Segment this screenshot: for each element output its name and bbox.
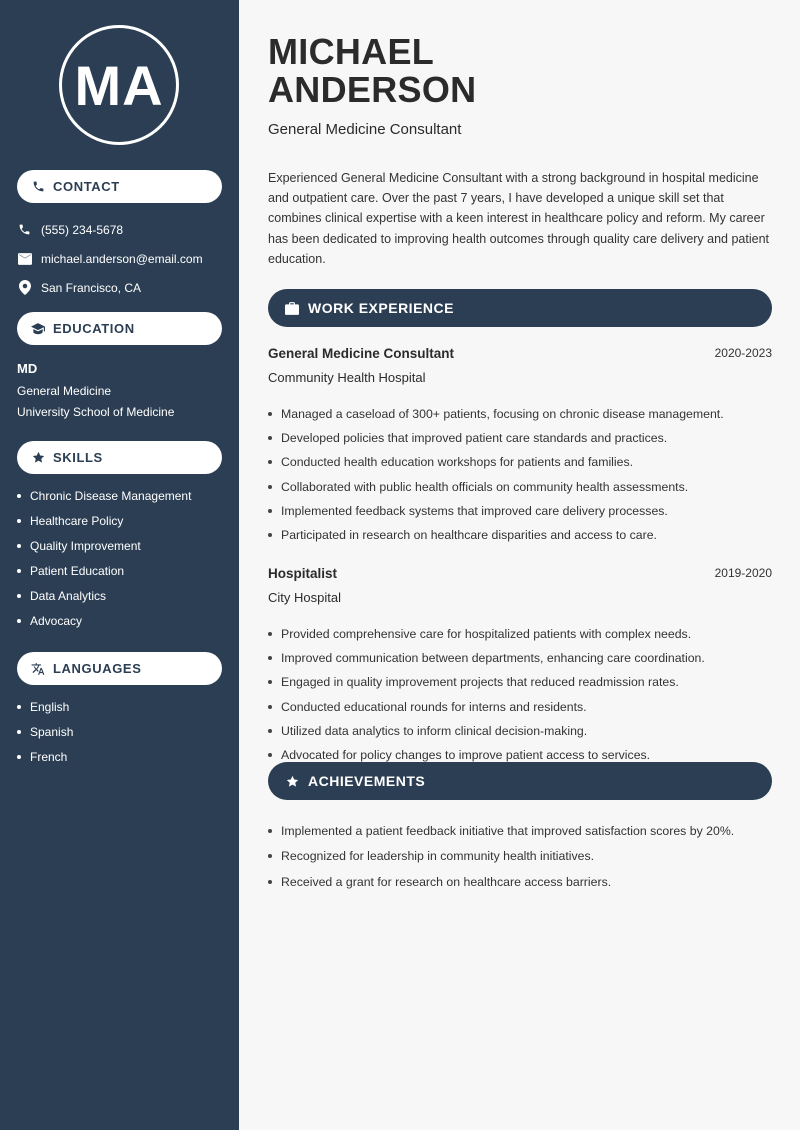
translate-icon xyxy=(31,662,45,676)
job-bullet: Provided comprehensive care for hospitalized patients with complex needs. xyxy=(268,622,772,646)
skill-item: Data Analytics xyxy=(17,583,191,608)
job-bullet: Managed a caseload of 300+ patients, focusing on chronic disease management. xyxy=(268,402,772,426)
skill-item: Quality Improvement xyxy=(17,533,191,558)
achievement-item: Recognized for leadership in community health initiatives. xyxy=(268,844,772,870)
job-title: Hospitalist xyxy=(268,566,338,581)
education-school: University School of Medicine xyxy=(17,405,175,419)
education-entry xyxy=(17,360,174,423)
name-line-last: ANDERSON xyxy=(268,69,477,110)
job-bullet: Conducted educational rounds for interns and residents. xyxy=(268,695,772,719)
job-bullets xyxy=(268,402,772,547)
job-bullet: Conducted health education workshops for patients and families. xyxy=(268,450,772,474)
contact-phone-text: (555) 234-5678 xyxy=(41,222,124,237)
job-entry xyxy=(268,346,772,547)
achievements-list xyxy=(268,818,772,895)
skills-heading-label: SKILLS xyxy=(53,450,103,465)
envelope-icon xyxy=(17,251,32,266)
languages-list xyxy=(17,694,73,769)
skills-heading xyxy=(17,441,222,474)
contact-location-text: San Francisco, CA xyxy=(41,280,142,295)
map-pin-icon xyxy=(17,280,32,295)
star-icon xyxy=(285,774,299,788)
job-title: General Medicine Consultant xyxy=(268,346,455,361)
star-icon xyxy=(31,451,45,465)
contact-phone xyxy=(17,215,203,244)
languages-heading xyxy=(17,652,222,685)
contact-heading xyxy=(17,170,222,203)
job-bullet: Developed policies that improved patient care standards and practices. xyxy=(268,426,772,450)
work-experience-heading xyxy=(268,289,772,327)
achievements-heading-label: ACHIEVEMENTS xyxy=(308,773,426,789)
contact-location xyxy=(17,273,203,302)
language-item: French xyxy=(17,744,73,769)
education-heading-label: EDUCATION xyxy=(53,321,135,336)
briefcase-icon xyxy=(285,301,299,315)
language-item: Spanish xyxy=(17,719,73,744)
achievement-item: Received a grant for research on healthcare access barriers. xyxy=(268,869,772,895)
job-entry xyxy=(268,566,772,767)
sidebar xyxy=(0,0,239,1130)
graduation-cap-icon xyxy=(31,322,45,336)
work-experience-heading-label: WORK EXPERIENCE xyxy=(308,300,454,316)
name-line-first: MICHAEL xyxy=(268,31,435,72)
job-bullet: Advocated for policy changes to improve patient access to services. xyxy=(268,743,772,767)
achievements-heading xyxy=(268,762,772,800)
education-heading xyxy=(17,312,222,345)
skill-item: Advocacy xyxy=(17,608,191,633)
contact-heading-label: CONTACT xyxy=(53,179,120,194)
phone-icon xyxy=(31,180,45,194)
candidate-name xyxy=(268,33,476,109)
contact-email-text[interactable]: michael.anderson@email.com xyxy=(41,251,203,266)
contact-email xyxy=(17,244,203,273)
profile-summary: Experienced General Medicine Consultant with a strong background in hospital medicine and outpatient care. Over the past 7 years, I have developed a unique skill set that combines clinical expertise with a keen interest in healthcare policy and reform. My career has been dedicated to improving health outcomes through quality care delivery and patient education. xyxy=(268,171,770,266)
job-bullet: Improved communication between departments, enhancing care coordination. xyxy=(268,646,772,670)
job-dates: 2020-2023 xyxy=(714,346,772,360)
job-bullet: Engaged in quality improvement projects that reduced readmission rates. xyxy=(268,670,772,694)
job-bullet: Implemented feedback systems that improved care delivery processes. xyxy=(268,499,772,523)
phone-icon xyxy=(17,222,32,237)
job-organization: Community Health Hospital xyxy=(268,370,426,385)
job-bullet: Participated in research on healthcare disparities and access to care. xyxy=(268,523,772,547)
education-degree: MD xyxy=(17,361,38,376)
skill-item: Patient Education xyxy=(17,558,191,583)
education-field: General Medicine xyxy=(17,384,112,398)
achievement-item: Implemented a patient feedback initiative that improved satisfaction scores by 20%. xyxy=(268,818,772,844)
languages-heading-label: LANGUAGES xyxy=(53,661,142,676)
skill-item: Healthcare Policy xyxy=(17,508,191,533)
job-bullet: Collaborated with public health officials on community health assessments. xyxy=(268,475,772,499)
language-item: English xyxy=(17,694,73,719)
candidate-title: General Medicine Consultant xyxy=(268,121,462,138)
skill-item: Chronic Disease Management xyxy=(17,483,191,508)
monogram-avatar: MA xyxy=(59,25,179,145)
skills-list xyxy=(17,483,191,633)
job-organization: City Hospital xyxy=(268,590,341,605)
contact-list xyxy=(17,215,203,302)
job-bullets xyxy=(268,622,772,767)
job-bullet: Utilized data analytics to inform clinical decision-making. xyxy=(268,719,772,743)
job-dates: 2019-2020 xyxy=(714,566,772,580)
